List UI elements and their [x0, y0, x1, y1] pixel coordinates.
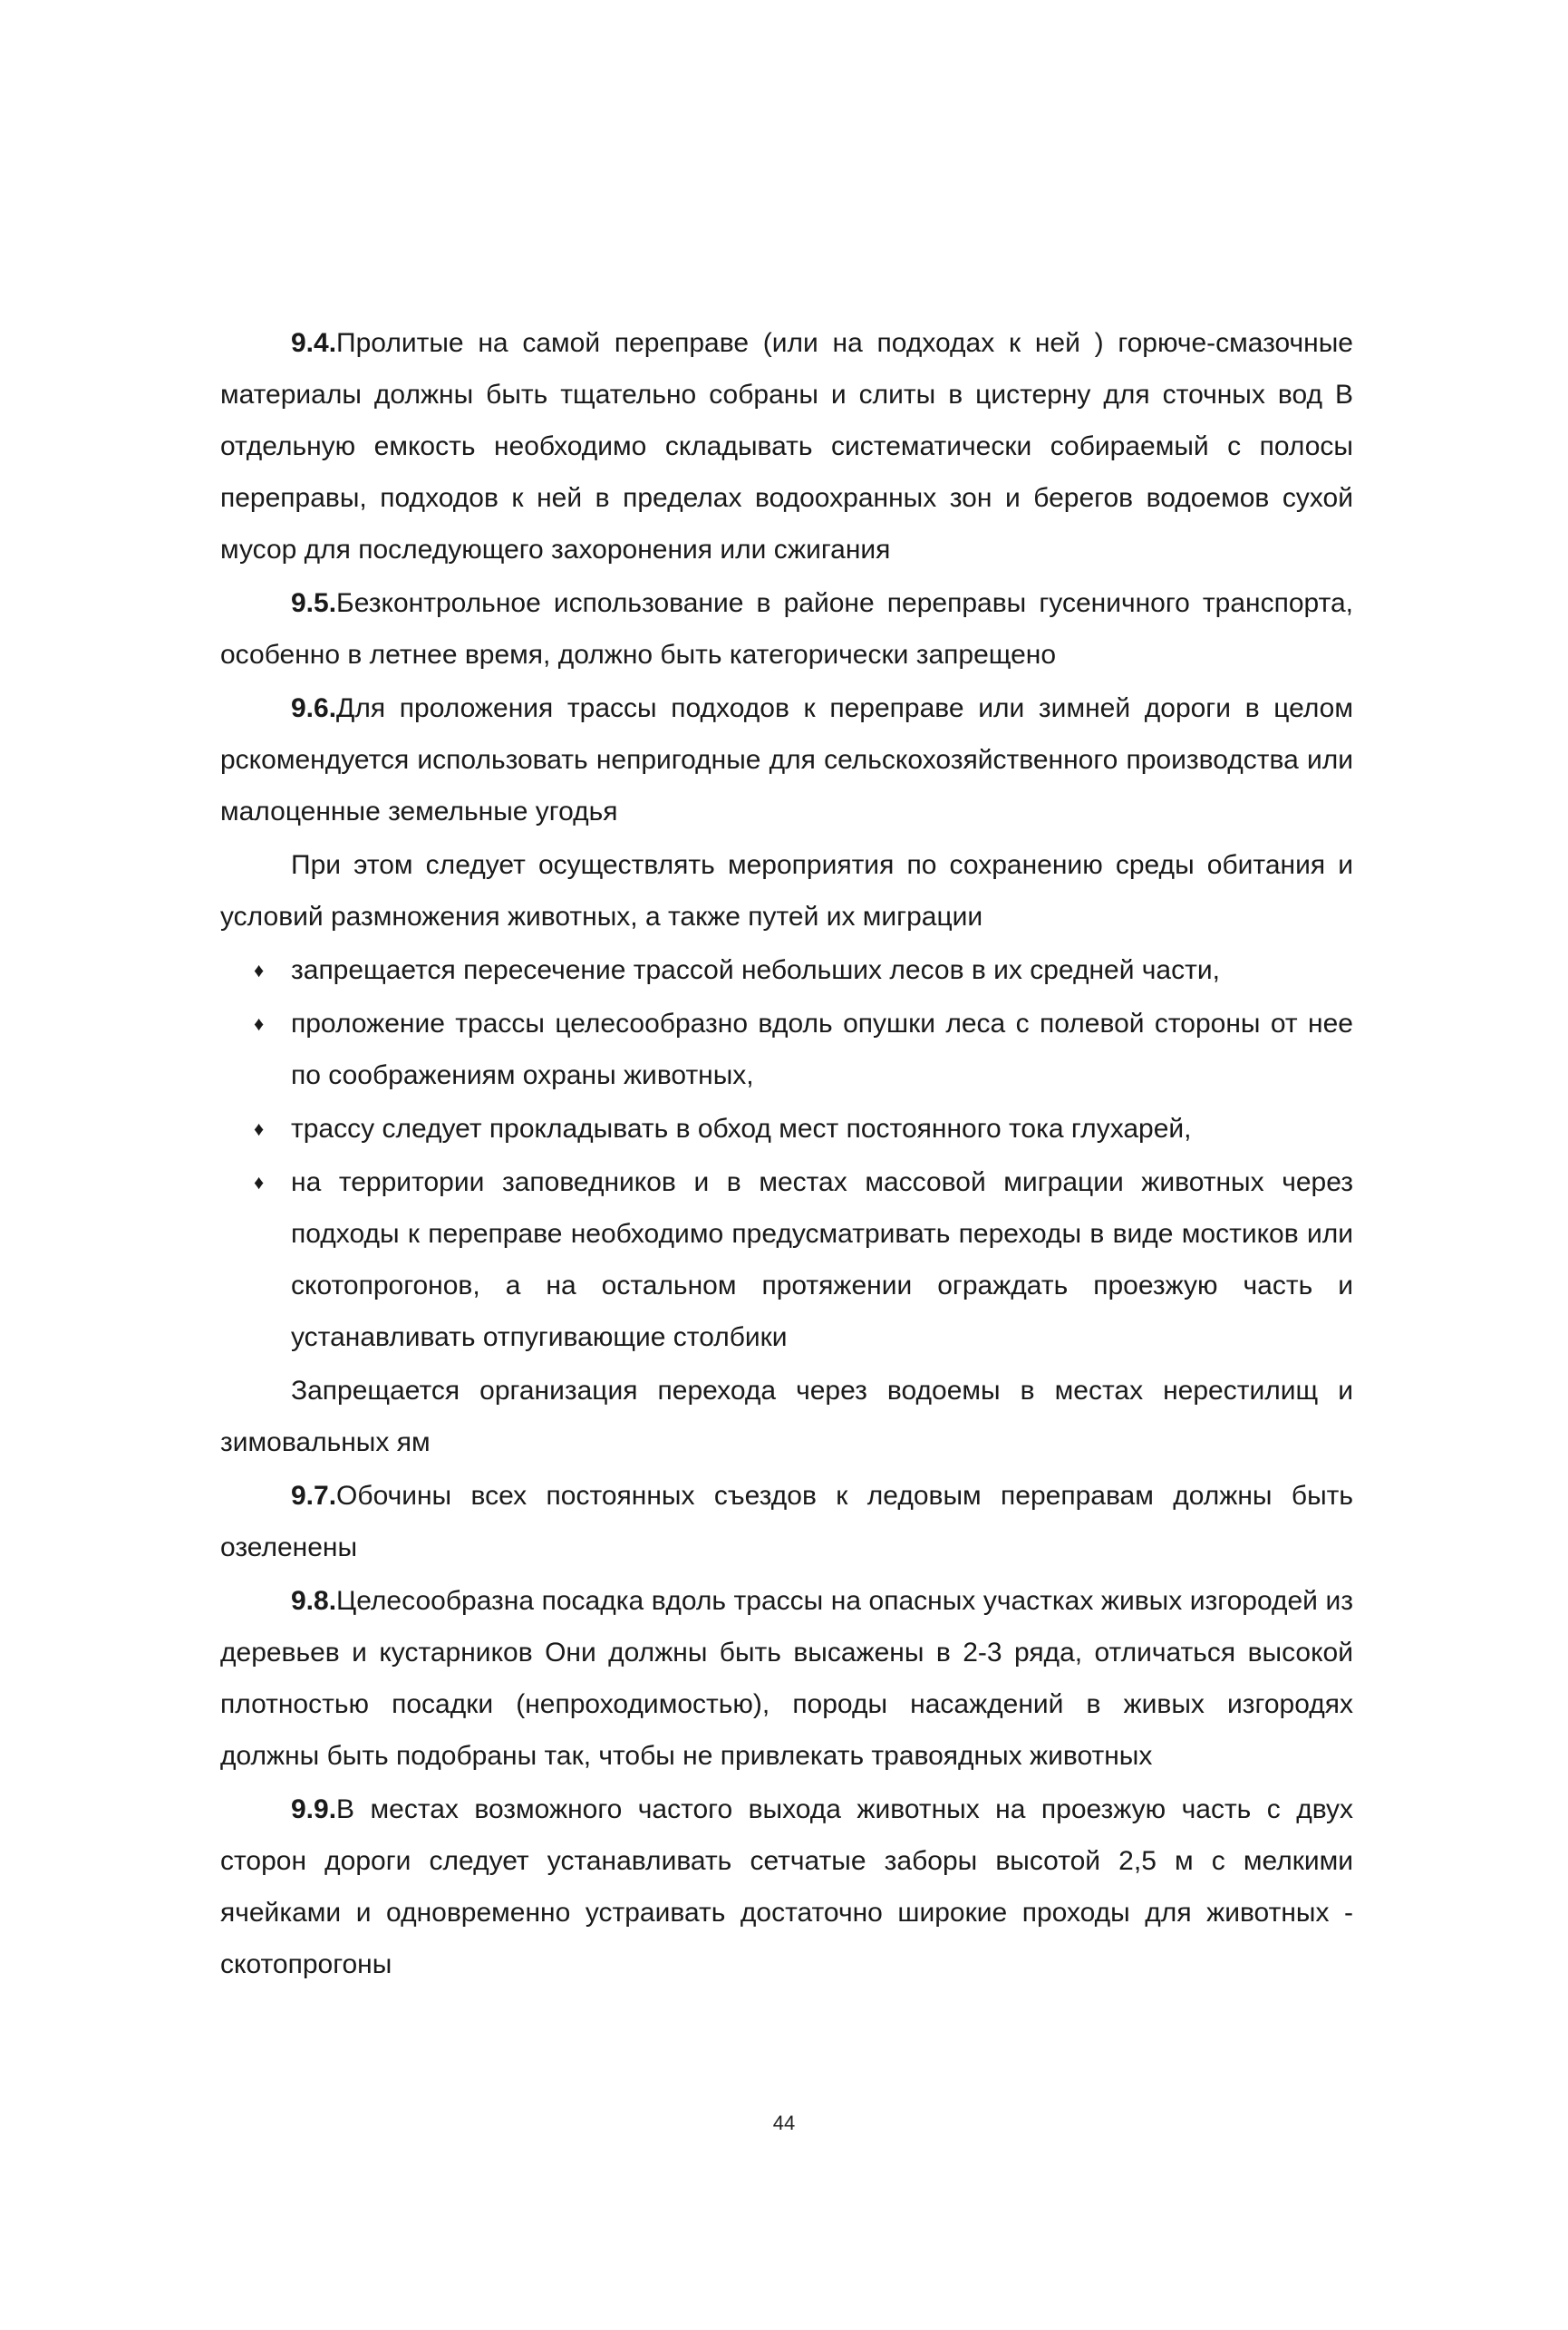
paragraph-text: Целесообразна посадка вдоль трассы на опасных участках живых изгородей из деревьев и кустарников Они должны быть высажены в 2-3 ряда, отличаться высокой плотностью посадки (непроходимостью), породы насаждений в живых изгородях должны быть подобраны так, чтобы не привлекать травоядных животных [220, 1586, 1353, 1771]
diamond-bullet-icon: ♦ [254, 1117, 265, 1140]
list-item [220, 944, 1353, 996]
list-item [220, 1156, 1353, 1363]
paragraph-number: 9.4. [291, 328, 337, 358]
paragraph-9-8 [220, 1575, 1353, 1782]
list-item [220, 1103, 1353, 1155]
paragraph-number: 9.7. [291, 1481, 337, 1511]
diamond-bullet-icon: ♦ [254, 959, 265, 981]
paragraph-measures-intro [220, 839, 1353, 943]
paragraph-number: 9.5. [291, 588, 337, 618]
paragraph-number: 9.9. [291, 1794, 337, 1824]
bullet-list [220, 944, 1353, 1363]
paragraph-9-9 [220, 1784, 1353, 1990]
list-item-text: проложение трассы целесообразно вдоль опушки леса с полевой стороны от нее по соображениям охраны животных, [291, 1009, 1353, 1090]
paragraph-9-6 [220, 682, 1353, 837]
paragraph-text: Запрещается организация перехода через водоемы в местах нерестилищ и зимовальных ям [220, 1376, 1353, 1457]
paragraph-9-5 [220, 577, 1353, 681]
page-number: 44 [772, 2112, 796, 2134]
paragraph-9-7 [220, 1470, 1353, 1573]
paragraph-number: 9.6. [291, 693, 337, 723]
list-item-text: трассу следует прокладывать в обход мест постоянного тока глухарей, [291, 1114, 1192, 1144]
paragraph-text: Пролитые на самой переправе (или на подходах к ней ) горюче-смазочные материалы должны быть тщательно собраны и слиты в цистерну для сточных вод В отдельную емкость необходимо складывать систематически собираемый с полосы переправы, подходов к ней в пределах водоохранных зон и берегов водоемов сухой мусор для последующего захоронения или сжигания [220, 328, 1353, 565]
paragraph-9-4 [220, 317, 1353, 575]
list-item-text: запрещается пересечение трассой небольших лесов в их средней части, [291, 955, 1220, 985]
document-body [220, 317, 1353, 1992]
paragraph-prohibition [220, 1365, 1353, 1468]
paragraph-number: 9.8. [291, 1586, 337, 1616]
paragraph-text: В местах возможного частого выхода животных на проезжую часть с двух сторон дороги следует устанавливать сетчатые заборы высотой 2,5 м с мелкими ячейками и одновременно устраивать достаточно широкие проходы для животных - скотопрогоны [220, 1794, 1353, 1979]
paragraph-text: Для проложения трассы подходов к переправе или зимней дороги в целом рскомендуется использовать непригодные для сельскохозяйственного производства или малоценные земельные угодья [220, 693, 1353, 827]
list-item [220, 998, 1353, 1101]
diamond-bullet-icon: ♦ [254, 1012, 265, 1035]
paragraph-text: При этом следует осуществлять мероприятия по сохранению среды обитания и условий размножения животных, а также путей их миграции [220, 850, 1353, 932]
list-item-text: на территории заповедников и в местах массовой миграции животных через подходы к переправе необходимо предусматривать переходы в виде мостиков или скотопрогонов, а на остальном протяжении ограждать проезжую часть и устанавливать отпугивающие столбики [291, 1167, 1353, 1352]
diamond-bullet-icon: ♦ [254, 1171, 265, 1194]
paragraph-text: Безконтрольное использование в районе переправы гусеничного транспорта, особенно в летнее время, должно быть категорически запрещено [220, 588, 1353, 670]
paragraph-text: Обочины всех постоянных съездов к ледовым переправам должны быть озеленены [220, 1481, 1353, 1562]
